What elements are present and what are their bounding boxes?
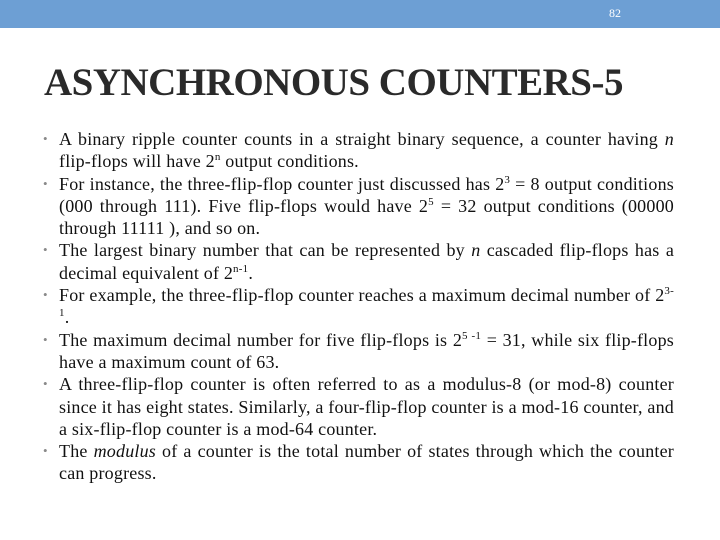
page-number: 82	[609, 6, 621, 20]
italic-variable: n	[471, 240, 481, 261]
superscript: 5 -1	[462, 329, 482, 342]
bullet-item	[42, 284, 674, 329]
italic-term: modulus	[93, 441, 156, 462]
bullet-text: = 8 output conditions (000 through 111). Five flip-flops would have 2	[59, 173, 674, 216]
bullet-text: output conditions.	[220, 151, 359, 172]
superscript: n	[214, 151, 221, 164]
bullet-item	[42, 373, 674, 440]
superscript: 3- 1	[59, 285, 674, 320]
bullet-text: For instance, the three-flip-flop counter just discussed has 2	[59, 173, 505, 194]
bullet-item	[42, 329, 674, 374]
bullet-item	[42, 173, 674, 240]
bullet-marker: •	[43, 443, 48, 459]
bullet-marker: •	[43, 331, 48, 347]
bullet-text: .	[248, 262, 254, 283]
slide-title: ASYNCHRONOUS COUNTERS-5	[44, 61, 623, 104]
bullet-text: = 32 output conditions (00000 through 11111 ), and so on.	[59, 195, 674, 239]
bullet-list	[42, 128, 674, 485]
bullet-text: .	[64, 307, 70, 328]
italic-variable: n	[664, 129, 674, 149]
bullet-text: = 31, while six flip-flops have a maximum count of 63.	[59, 329, 674, 372]
bullet-text: flip-flops will have 2	[59, 151, 215, 172]
bullet-text: The	[59, 441, 94, 462]
bullet-item	[42, 128, 674, 173]
bullet-text: A three-flip-flop counter is often referred to as a modulus-8 (or mod-8) counter since it has eight states. Similarly, a four-flip-flop counter is a mod-16 counter, and a six-flip-flop counter is a mod-64 counter.	[59, 374, 674, 439]
superscript: 3	[504, 173, 511, 186]
superscript: 5	[428, 195, 434, 208]
header-bar	[0, 0, 720, 28]
bullet-item	[42, 440, 674, 485]
bullet-text: For example, the three-flip-flop counter reaches a maximum decimal number of 2	[59, 285, 665, 306]
bullet-marker: •	[43, 175, 48, 191]
bullet-text: The largest binary number that can be represented by	[59, 240, 472, 261]
bullet-marker: •	[43, 131, 48, 146]
bullet-marker: •	[43, 287, 48, 303]
bullet-marker: •	[43, 242, 48, 258]
superscript: n-1	[233, 262, 249, 275]
bullet-marker: •	[43, 376, 48, 392]
bullet-text: of a counter is the total number of states through which the counter can progress.	[59, 441, 674, 484]
bullet-text: A binary ripple counter counts in a straight binary sequence, a counter having	[59, 129, 665, 149]
bullet-text: cascaded flip-flops has a decimal equivalent of 2	[59, 240, 675, 283]
bullet-item	[42, 239, 674, 284]
bullet-text: The maximum decimal number for five flip-flops is 2	[59, 329, 463, 350]
